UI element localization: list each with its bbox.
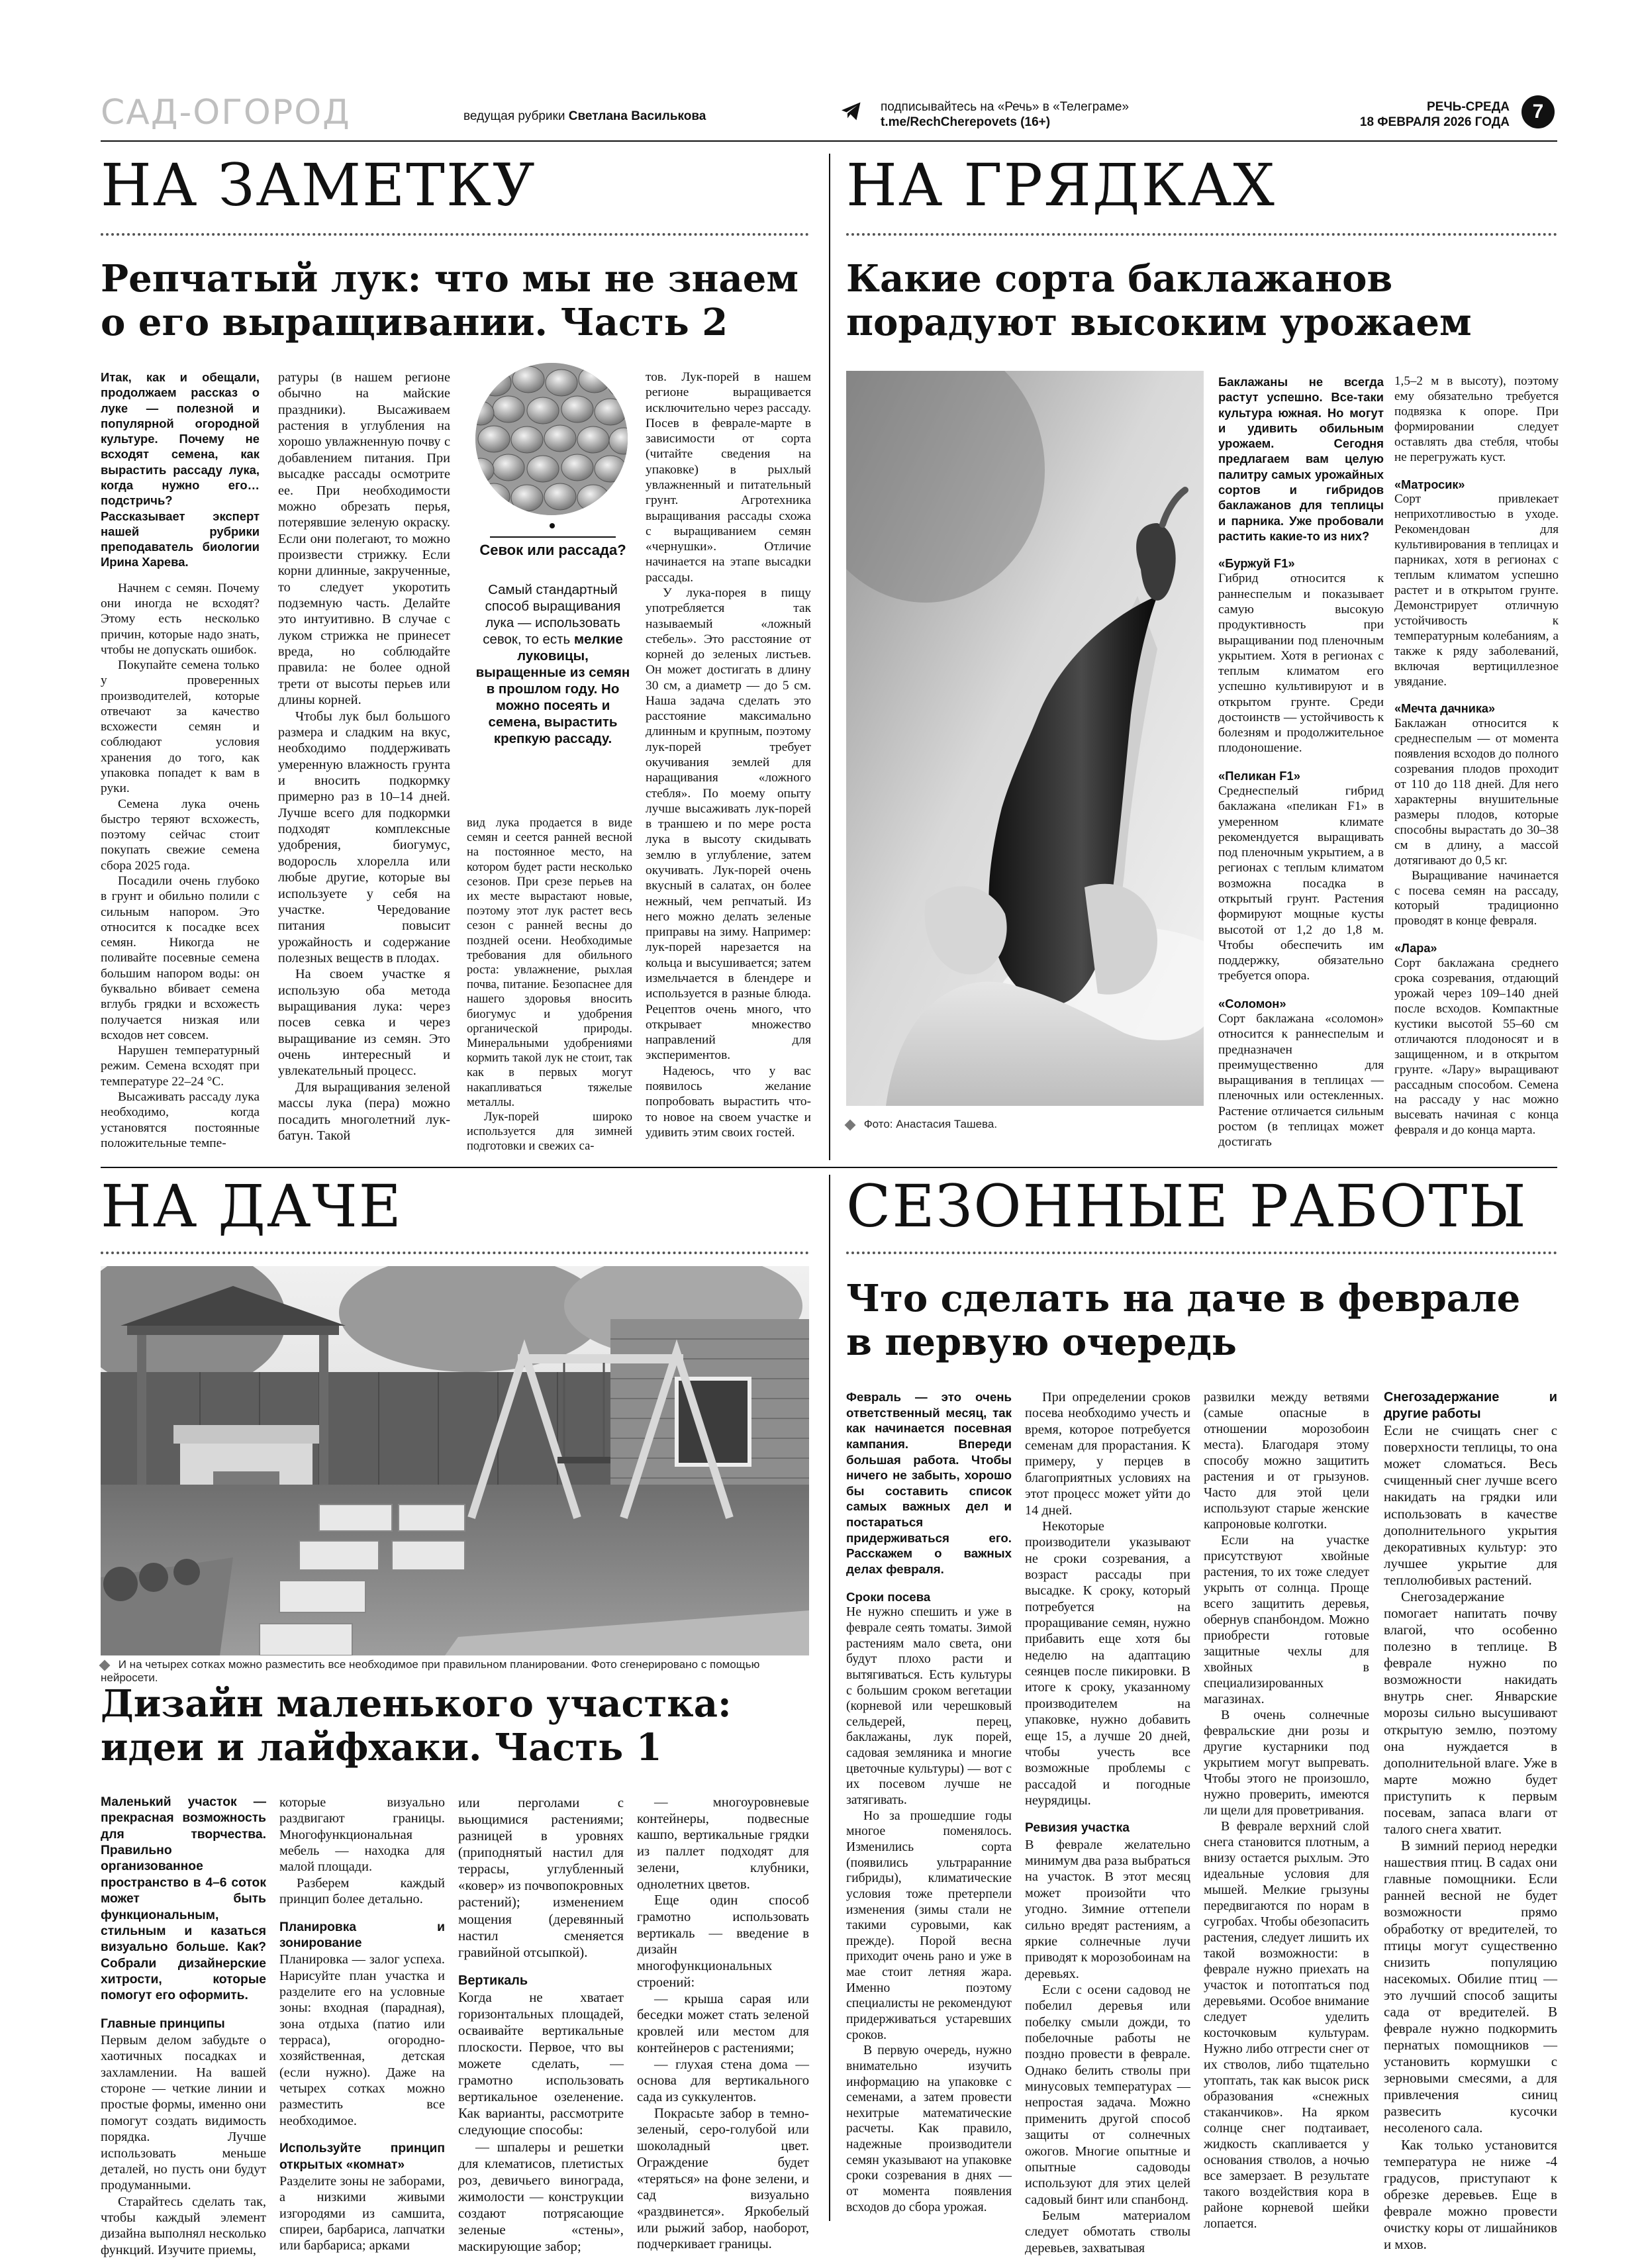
sidebar-text	[471, 581, 634, 747]
section-title-bottom-right: СЕЗОННЫЕ РАБОТЫ	[846, 1172, 1527, 1240]
onion-sets-photo	[475, 363, 628, 515]
paragraph: В феврале верхний слой снега становится плотным, а внизу остается рыхлым. Это идеальные условия для мышей. Мелкие грызуны передвигаются по норам в сугробах. Чтобы обезопасить растения, следует лишить их такой возможности: в феврале нужно приехать на участок и потоптаться под деревьями. Особое внимание следует уделить косточковым культурам. Нужно либо отгрести снег от их стволов, либо тщательно утоптать, так как высок риск образования «снежных стаканчиков». На ярком солнце снег подтаивает, жидкость скапливается у основания стволов, а ночью все замерзает. В результате такого воздействия кора в районе корневой шейки лопается.	[1204, 1819, 1369, 2231]
subheading: Используйте принцип открытых «комнат»	[279, 2142, 445, 2172]
paragraph: Лук-порей широко используется для зимней подготовки и свежих са-	[467, 1110, 632, 1154]
column-divider	[829, 1175, 830, 2221]
paragraph: — многоуровневые контейнеры, подвесные кашпо, вертикальные грядки из паллет подходят для зелени, клубники, однолетних цветов.	[637, 1795, 809, 1892]
issue-line2: 18 ФЕВРАЛЯ 2026 ГОДА	[1359, 115, 1510, 129]
section-divider	[846, 1252, 1557, 1254]
sidebar-text-bold: мелкие луковицы, выращенные из семян в прошлом году. Но можно посеять и семена, вырастить крепкую рассаду.	[475, 632, 630, 746]
subheading: Сроки посева	[846, 1589, 931, 1604]
subheading: Главные принципы	[101, 2016, 225, 2031]
garden-photo	[101, 1266, 809, 1655]
paragraph: Выращивание начинается с посева семян на рассаду, который традиционно проводят в конце февраля.	[1394, 868, 1559, 928]
paragraph: Нарушен температурный режим. Семена всходят при температуре 22–24 °С.	[101, 1044, 260, 1089]
paragraph: Начнем с семян. Почему они иногда не всходят? Этому есть несколько причин, которые надо знать, чтобы не допускать ошибок.	[101, 581, 260, 657]
onion-column-2	[278, 370, 450, 1144]
season-column-2	[1025, 1389, 1190, 2256]
subscribe-line1: подписывайтесь на «Речь» в «Телеграме»	[881, 100, 1130, 114]
paragraph: которые визуально раздвигают границы. Многофункциональная мебель — находка для малой площади.	[279, 1795, 445, 1875]
caption-diamond-icon	[99, 1659, 111, 1671]
garden-headline: Дизайн маленького участка: идеи и лайфхаки. Часть 1	[101, 1682, 732, 1769]
paragraph: Высаживать рассаду лука необходимо, когда установятся постоянные положительные темпе-	[101, 1089, 260, 1150]
paragraph: Если на участке присутствуют хвойные растения, то их тоже следует укрыть от солнца. Проще всего защитить деревья, обернув спанбондом. Можно приобрести готовые защитные чехлы для хвойных в специализированных магазинах.	[1204, 1533, 1369, 1706]
variety-text: Сорт баклажана «соломон» относится к раннеспелым и предназначен преимущественно для выращивания в теплицах — пленочных или остекленных. Растение отличается сильным ростом (в теплицах может достигать	[1218, 1011, 1384, 1150]
section-title-bottom-left: НА ДАЧЕ	[101, 1172, 403, 1240]
paragraph: Как только установится температура не ниже -4 градусов, приступают к обрезке деревьев. Еще в феврале можно провести очистку коры от лишайников и мхов.	[1384, 2136, 1557, 2252]
subheading: Ревизия участка	[1025, 1821, 1130, 1836]
eggplant-lead: Баклажаны не всегда растут успешно. Все-таки культура южная. Но могут и удивить обильным урожаем. Сегодня предлагаем вам целую палитру самых урожайных сортов и гибридов баклажанов для теплицы и парника. Уже пробовали растить какие-то из них?	[1218, 375, 1384, 543]
variety-text: Гибрид относится к раннеспелым и показывает самую высокую продуктивность при выращивании под пленочным укрытием. Хотя в регионах с теплым климатом его успешно культивируют и в открытом грунте. Среди достоинств — устойчивость к болезням и продолжительное плодоношение.	[1218, 571, 1384, 756]
variety-name: «Матросик»	[1394, 477, 1465, 491]
sidebar-bullet-icon	[550, 523, 555, 528]
paragraph: В феврале желательно минимум два раза выбраться на участок. В этот месяц может произойти что угодно. Зимние оттепели сильно вредят растениям, а яркие солнечные лучи приводят к морозобоинам на деревьях.	[1025, 1837, 1190, 1981]
paragraph: Покрасьте забор в темно-зеленый, серо-голубой или шоколадный цвет. Ограждение будет «теряться» на фоне зелени, и сад визуально «раздвинется». Яркобелый или рыжий забор, наоборот, подчеркивает границы.	[637, 2106, 809, 2252]
variety-text: Сорт привлекает неприхотливостью в уходе. Рекомендован для культивирования в теплицах и парниках, хотя в регионах с теплым климатом успешно растет и в открытом грунте. Демонстрирует отличную устойчивость к температурным колебаниям, а также к ряду заболеваний, включая вертициллезное увядание.	[1394, 492, 1559, 689]
garden-column-2	[279, 1795, 445, 2254]
paragraph: Снегозадержание помогает напитать почву влагой, что особенно полезно в теплице. В феврале нужно по возможности накидать внутрь снег. Январские морозы сильно высушивают открытую землю, поэтому она нуждается в дополнительной влаге. Уже в марте можно будет приступить к первым посевам, запаса влаги от талого снега хватит.	[1384, 1588, 1557, 1838]
season-column-4	[1384, 1389, 1557, 2253]
onion-column-3	[467, 816, 632, 1154]
mid-divider	[101, 1167, 1557, 1168]
paragraph: Когда не хватает горизонтальных площадей, осваивайте вертикальные плоскости. Первое, что вы можете сделать, — грамотно использовать вертикальное озеленение. Как варианты, рассмотрите следующие способы:	[458, 1989, 624, 2138]
paragraph: Разберем каждый принцип более детально.	[279, 1875, 445, 1907]
onion-lead: Итак, как и обещали, продолжаем рассказ о луке — полезной и популярной огородной культуре. Почему не всходят семена, как вырастить рассаду лука, когда нужно его… подстричь? Рассказывает эксперт нашей рубрики преподаватель биологии Ирина Харева.	[101, 370, 260, 569]
header-rule	[101, 140, 1557, 142]
paragraph: Надеюсь, что у вас появилось желание попробовать вырастить что-то новое на своем участке и удивить этим своих гостей.	[646, 1063, 811, 1140]
paragraph: — глухая стена дома — основа для вертикального сада из суккулентов.	[637, 2057, 809, 2104]
paragraph: Белым материалом следует обмотать стволы деревьев, захватывая	[1025, 2208, 1190, 2255]
paragraph: Не нужно спешить и уже в феврале сеять томаты. Зимой растениям мало света, они будут плохо расти и вытягиваться. Есть культуры с большим сроком вегетации (корневой или черешковый сельдерей, перец, баклажаны, лук порей, садовая земляника и многие цветочные культуры) — вот с их посевом лучше не затягивать.	[846, 1604, 1012, 1808]
paragraph: тов. Лук-порей в нашем регионе выращивается исключительно через рассаду. Посев в феврале-марте в зависимости от сорта (читайте сведения на упаковке) в рыхлый увлажненный и питательный грунт. Агротехника выращивания рассады схожа с выращиванием семян «чернушки». Отличие начинается на этапе высадки рассады.	[646, 370, 811, 585]
paragraph: Некоторые производители указывают не сроки созревания, а возраст рассады при высадке. К сроку, который потребуется на проращивание семян, нужно прибавить еще хотя бы неделю на адаптацию сеянцев после пикировки. В итоге к сроку, указанному производителем на упаковке, нужно добавить еще 15, а лучше 20 дней, чтобы учесть все возможные проблемы с рассадой и погодные неурядицы.	[1025, 1518, 1190, 1808]
onion-column-4	[646, 370, 811, 1140]
column-divider	[829, 154, 830, 1160]
host-name: Светлана Василькова	[568, 109, 706, 123]
garden-column-1	[101, 1795, 266, 2258]
paragraph: В зимний период нередки нашествия птиц. В садах они главные помощники. Если ранней весной не будет возможности прямо обработку от вредителей, то птицы могут существенно снизить популяцию насекомых. Обилие птиц — это лучший способ защиты сада от вредителей. В феврале нужно подкормить пернатых помощников — установить кормушки с зерновыми смесями, а для привлечения синиц развесить кусочки несоленого сала.	[1384, 1838, 1557, 2136]
sidebar-rule	[490, 536, 616, 538]
variety-text: Баклажан относится к среднеспелым — от момента появления всходов до полного созревания плодов проходит от 110 до 118 дней. Для него характерны внушительные размеры плодов, которые способны вырастать до 30–38 см в длину, а массой дотягивают до 0,5 кг.	[1394, 716, 1559, 867]
page-number: 7	[1521, 95, 1555, 128]
paragraph: Но за прошедшие годы многое поменялось. Изменились сорта (появились ультраранние гибриды), климатические условия тоже претерпели изменения (зимы стали не такими суровыми, как прежде). Порой весна приходит очень рано и уже в мае стоит летняя жара. Именно поэтому специалисты не рекомендуют придерживаться устаревших сроков.	[846, 1808, 1012, 2042]
paragraph: У лука-порея в пищу употребляется так называемый «ложный стебель». Это расстояние от корней до зеленых листьев. Он может достигать в длину 30 см, а диаметр — до 5 см. Наша задача сделать это расстояние максимально длинным и крупным, поэтому лук-порей требует окучивания землей для наращивания «ложного стебля». По моему опыту лучше высаживать лук-порей в траншею и по мере роста лука в высоту скидывать землю в углубление, затем окучивать. Лук-порей очень вкусный в салатах, он более нежный, чем репчатый. Из него можно делать зеленые приправы на зиму. Например: лук-порей нарезается на кольца и высушивается; затем измельчается в блендере и используется в разные блюда. Рецептов очень много, что открывает множество направлений для экспериментов.	[646, 585, 811, 1063]
paragraph: — шпалеры и решетки для клематисов, плетистых роз, девичьего винограда, жимолости — конструкции создают потрясающие зеленые «стены», маскирующие забор;	[458, 2138, 624, 2255]
subscribe-link[interactable]: t.me/RechCherepovets (16+)	[881, 115, 1051, 129]
paragraph: Чтобы лук был большого размера и сладким на вкус, необходимо поддерживать умеренную влажность грунта и вносить подкормку примерно раз в 10–14 дней. Лучше всего для подкормки подходят комплексные удобрения, биогумус, водоросль хлорелла или любые другие, которые вы используете у себя на участке. Чередование питания повысит урожайность и содержание полезных веществ в плодах.	[278, 709, 450, 965]
garden-column-4	[637, 1795, 809, 2253]
variety-text: Сорт баклажана среднего срока созревания, отдающий урожай через 109–140 дней после всходов. Компактные кустики высотой 55–60 см отличаются плодоносят и в защищенном, и в открытом грунте. «Лару» выращивают рассадным способом. Семена на рассаду у нас можно высевать начиная с конца февраля и до конца марта.	[1394, 956, 1559, 1138]
telegram-icon[interactable]	[840, 99, 863, 123]
subheading: Вертикаль	[458, 1973, 528, 1988]
paragraph: 1,5–2 м в высоту), поэтому ему обязательно требуется подвязка к опоре. При формировании следует оставлять два стебля, чтобы не перегружать куст.	[1394, 374, 1559, 464]
paragraph: Покупайте семена только у проверенных производителей, которые отвечают за качество всхожести семян и соблюдают условия хранения до того, как упаковка попадет к вам в руки.	[101, 658, 260, 796]
variety-name: «Соломон»	[1218, 996, 1286, 1011]
paragraph: Для выращивания зеленой массы лука (пера) можно посадить многолетний лук-батун. Такой	[278, 1079, 450, 1143]
season-column-1	[846, 1389, 1012, 2215]
paragraph: Если не счищать снег с поверхности теплицы, то она может сломаться. Весь счищенный снег лучше всего накидать на грядки или использовать в качестве дополнительного укрытия декоративных культур: это лучшее укрытие для теплолюбивых растений.	[1384, 1422, 1557, 1588]
paragraph: При определении сроков посева необходимо учесть и время, которое потребуется семенам для прорастания. К примеру, у перцев в благоприятных условиях на этот процесс может уйти до 14 дней.	[1025, 1390, 1190, 1518]
caption-text: Фото: Анастасия Ташева.	[863, 1118, 998, 1130]
garden-column-3	[458, 1795, 624, 2255]
eggplant-headline: Какие сорта баклажанов порадуют высоким урожаем	[846, 257, 1472, 344]
sidebar-question: Севок или рассада?	[479, 542, 626, 558]
paragraph: Посадили очень глубоко в грунт и обильно полили с сильным напором. Это относится к посадке всех семян. Никогда не поливайте посевные семена большим напором воды: он буквально вбивает семена вглубь грядки и всхожесть получается низкая или всходов нет совсем.	[101, 874, 260, 1042]
paragraph: Если с осени садовод не побелил деревья или побелку смыли дожди, то побелочные работы не поздно провести в феврале. Однако белить стволы при минусовых температурах — непростая задача. Можно применить другой способ защиты от солнечных ожогов. Многие опытные и опытные садоводы используют для этих целей садовый бинт или спанбонд.	[1025, 1982, 1190, 2207]
paragraph: Старайтесь сделать так, чтобы каждый элемент дизайна выполнял несколько функций. Изучите приемы,	[101, 2194, 266, 2257]
paragraph: ратуры (в нашем регионе обычно на майские праздники). Высаживаем растения в углубления на хорошо увлажненную почву с добавлением питания. При высадке рассады осмотрите ее. При необходимости можно обрезать перья, потерявшие зеленую окраску. Если они полегают, то можно произвести стрижку. Если корни длинные, закрученные, то следует укоротить подземную часть. Делайте это интуитивно. В случае с луком стрижка не принесет вреда, но соблюдайте правила: не более одной трети от высоты перьев или длины корней.	[278, 370, 450, 708]
eggplant-photo-caption	[846, 1118, 997, 1131]
variety-name: «Буржуй F1»	[1218, 556, 1295, 571]
paragraph: Разделите зоны не заборами, а низкими живыми изгородями из самшита, спиреи, барбариса, лапчатки или барбариса; арками	[279, 2173, 445, 2253]
issue-line1: РЕЧЬ-СРЕДА	[1426, 100, 1510, 114]
host-prefix: ведущая рубрики	[463, 109, 565, 123]
season-lead: Февраль — это очень ответственный месяц, так как начинается посевная кампания. Впереди большая работа. Чтобы ничего не забыть, хорошо бы составить список самых важных дел и постараться придерживаться его. Расскажем о важных делах февраля.	[846, 1390, 1012, 1577]
paragraph: Планировка — залог успеха. Нарисуйте план участка и разделите его на условные зоны: входная (парадная), зона отдыха (патио или терраса), огородно-хозяйственная, детская (если нужно). Даже на четырех сотках можно разместить все необходимое.	[279, 1952, 445, 2128]
variety-name: «Мечта дачника»	[1394, 702, 1496, 716]
section-title-top-left: НА ЗАМЕТКУ	[101, 151, 536, 219]
garden-lead: Маленький участок — прекрасная возможность для творчества. Правильно организованное пространство в 4–6 соток может быть функциональным, стильным и казаться визуально больше. Как? Собрали дизайнерские хитрости, которые помогут его оформить.	[101, 1795, 266, 2003]
variety-name: «Лара»	[1394, 942, 1437, 956]
section-divider	[846, 233, 1557, 236]
paragraph: или перголами с вьющимися растениями; разницей в уровнях (приподнятый настил для террасы, углубленный «ковер» из почвопокровных растений); изменением мощения (деревянный настил сменяется гравийной отсыпкой).	[458, 1795, 624, 1960]
paragraph: Первым делом забудьте о хаотичных посадках и захламлении. На вашей стороне — четкие линии и простые формы, именно они помогут создать видимость порядка. Лучше использовать меньше деталей, но пусть они будут продуманными.	[101, 2033, 266, 2193]
rubric-host	[463, 109, 706, 124]
paragraph: На своем участке я использую оба метода выращивания лука: через посев севка и через выращивание из семян. Это очень интересный и увлекательный процесс.	[278, 967, 450, 1079]
caption-text: И на четырех сотках можно разместить все необходимое при правильном планировании. Фото сгенерировано с помощью нейросети.	[101, 1658, 760, 1684]
paragraph: — крыша сарая или беседки может стать зеленой кровлей или местом для контейнеров с растениями;	[637, 1991, 809, 2055]
onion-headline: Репчатый лук: что мы не знаем о его выращивании. Часть 2	[101, 257, 799, 344]
caption-diamond-icon	[845, 1119, 856, 1130]
eggplant-column-2	[1394, 374, 1559, 1138]
paragraph: вид лука продается в виде семян и сеется ранней весной на постоянное место, на котором будет расти несколько сезонов. При срезе перьев на их месте вырастают новые, поэтому этот лук растет весь сезон с ранней весны до поздней осени. Необходимые требования для обильного роста: увлажнение, рыхлая почва, питание. Безопаснее для нашего здоровья вносить биогумус и удобрения органической природы. Минеральными удобрениями кормить такой лук не стоит, так как в первых могут накапливаться тяжелые металлы.	[467, 816, 632, 1109]
subheading: Снегозадержание и другие работы	[1384, 1390, 1557, 1422]
season-headline: Что сделать на даче в феврале в первую очередь	[846, 1277, 1521, 1364]
section-divider	[101, 1252, 809, 1254]
rubric-title: САД-ОГОРОД	[101, 93, 351, 132]
issue-date	[1311, 99, 1510, 130]
onion-column-1	[101, 370, 260, 1151]
paragraph: Семена лука очень быстро теряют всхожесть, поэтому сейчас стоит покупать свежие семена сбора 2025 года.	[101, 797, 260, 873]
eggplant-column-1	[1218, 374, 1384, 1150]
variety-name: «Пеликан F1»	[1218, 768, 1301, 783]
paragraph: развилки между ветвями (самые опасные в отношении морозобоин места). Благодаря этому способу можно защитить растения и от грызунов. Часто для этой цели используют старые женские капроновые колготки.	[1204, 1390, 1369, 1532]
sidebar-text-plain: Самый стандартный способ выращивания лука — использовать севок, то есть	[483, 582, 621, 647]
subheading: Планировка и зонирование	[279, 1920, 445, 1950]
paragraph: Еще один способ грамотно использовать вертикаль — введение в дизайн многофункциональных строений:	[637, 1893, 809, 1990]
paragraph: В очень солнечные февральские дни розы и другие кустарники под укрытием могут выпревать. Чтобы этого не произошло, нужно проверить, имеются ли щели для проветривания.	[1204, 1708, 1369, 1818]
paragraph: В первую очередь, нужно внимательно изучить информацию на упаковке с семенами, а затем провести нехитрые математические расчеты. Как правило, надежные производители семян указывают на упаковке сроки созревания в днях — от момента появления всходов до сбора урожая.	[846, 2043, 1012, 2214]
garden-photo-caption	[101, 1658, 809, 1685]
season-column-3	[1204, 1389, 1369, 2232]
variety-text: Среднеспелый гибрид баклажана «пеликан F1» в умеренном климате рекомендуется выращивать под пленочным укрытием, а в регионах с теплым климатом возможна посадка в открытый грунт. Растения формируют мощные кусты высотой от 1,2 до 1,8 м. Чтобы обеспечить им поддержку, обязательно требуется опора.	[1218, 784, 1384, 983]
eggplant-photo	[846, 371, 1204, 1106]
section-divider	[101, 233, 809, 236]
section-title-top-right: НА ГРЯДКАХ	[846, 151, 1276, 219]
subscribe-block[interactable]	[881, 99, 1129, 130]
